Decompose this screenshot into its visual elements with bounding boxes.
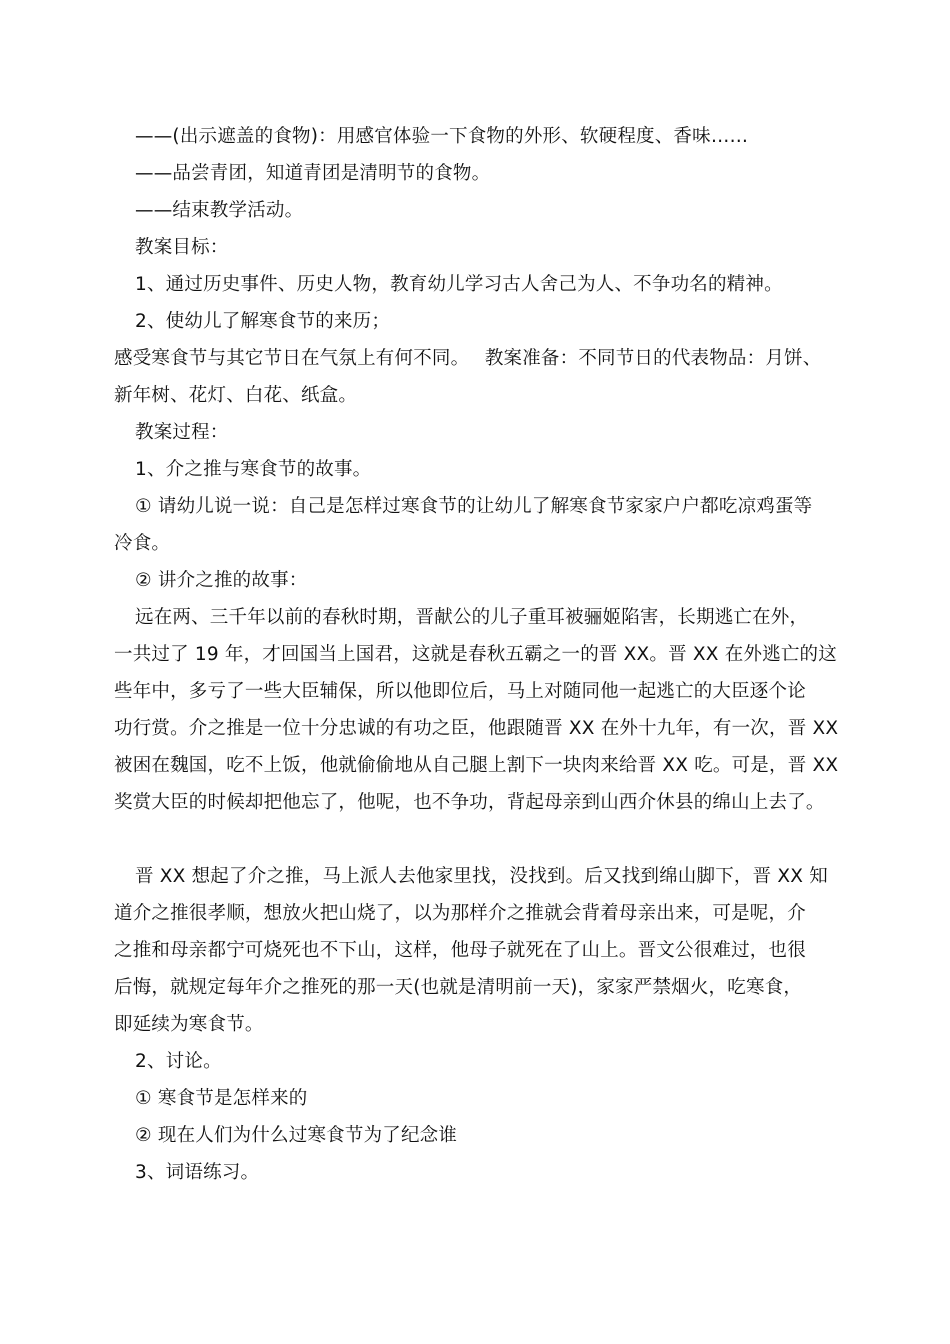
text-line: 新年树、花灯、白花、纸盒。: [114, 385, 358, 406]
text-line: 1、通过历史事件、历史人物，教育幼儿学习古人舍己为人、不争功名的精神。: [135, 274, 783, 295]
section-heading: 3、词语练习。: [135, 1162, 260, 1183]
text-line: 后悔，就规定每年介之推死的那一天(也就是清明前一天)，家家严禁烟火，吃寒食，: [114, 977, 803, 998]
text-line: 一共过了 19 年，才回国当上国君，这就是春秋五霸之一的晋 XX。晋 XX 在外逃亡的这: [114, 644, 837, 665]
text-line: 1、介之推与寒食节的故事。: [135, 459, 372, 480]
text-line: ② 现在人们为什么过寒食节为了纪念谁: [135, 1125, 458, 1146]
text-line: 道介之推很孝顺，想放火把山烧了，以为那样介之推就会背着母亲出来，可是呢，介: [114, 903, 806, 924]
text-line: 晋 XX 想起了介之推，马上派人去他家里找，没找到。后又找到绵山脚下，晋 XX 知: [135, 866, 828, 887]
section-heading: 教案过程：: [135, 422, 229, 443]
text-line: 冷食。: [114, 533, 171, 554]
text-line: 之推和母亲都宁可烧死也不下山，这样，他母子就死在了山上。晋文公很难过，也很: [114, 940, 806, 961]
text-line: ——品尝青团，知道青团是清明节的食物。: [135, 163, 491, 184]
text-line: ① 寒食节是怎样来的: [135, 1088, 308, 1109]
text-line: 远在两、三千年以前的春秋时期，晋献公的儿子重耳被骊姬陷害，长期逃亡在外，: [135, 607, 809, 628]
section-heading: 教案目标：: [135, 237, 229, 258]
text-line: ——结束教学活动。: [135, 200, 304, 221]
text-line: 奖赏大臣的时候却把他忘了，他呢，也不争功，背起母亲到山西介休县的绵山上去了。: [114, 792, 825, 813]
text-line: 被困在魏国，吃不上饭，他就偷偷地从自己腿上割下一块肉来给晋 XX 吃。可是，晋 XX: [114, 755, 839, 776]
text-line: 功行赏。介之推是一位十分忠诚的有功之臣，他跟随晋 XX 在外十九年，有一次，晋 XX: [114, 718, 839, 739]
text-line: 即延续为寒食节。: [114, 1014, 264, 1035]
text-line: 2、使幼儿了解寒食节的来历；: [135, 311, 391, 332]
text-line: ② 讲介之推的故事：: [135, 570, 308, 591]
section-heading: 2、讨论。: [135, 1051, 222, 1072]
text-line: ① 请幼儿说一说：自己是怎样过寒食节的让幼儿了解寒食节家家户户都吃凉鸡蛋等: [135, 496, 813, 517]
text-line: 感受寒食节与其它节日在气氛上有何不同。 教案准备：不同节日的代表物品：月饼、: [114, 348, 822, 369]
text-line: 些年中，多亏了一些大臣辅保，所以他即位后，马上对随同他一起逃亡的大臣逐个论: [114, 681, 806, 702]
text-line: ——(出示遮盖的食物)：用感官体验一下食物的外形、软硬程度、香味……: [135, 126, 749, 147]
